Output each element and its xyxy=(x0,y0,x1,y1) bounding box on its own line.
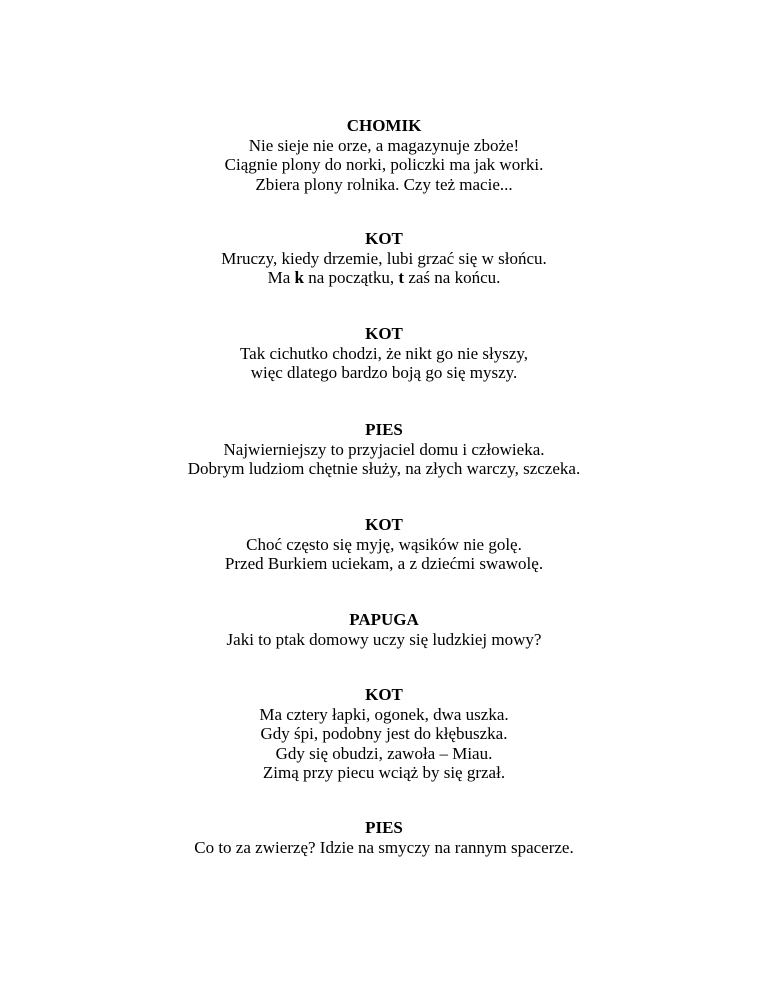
riddle-answer: KOT xyxy=(365,229,403,248)
riddle-line: Gdy śpi, podobny jest do kłębuszka. xyxy=(260,724,508,743)
riddle-line: Mruczy, kiedy drzemie, lubi grzać się w słońcu. xyxy=(221,248,547,268)
riddle-line: Zimą przy piecu wciąż by się grzał. xyxy=(262,763,506,782)
riddle-answer: PIES xyxy=(365,818,403,837)
riddle-line: Przed Burkiem uciekam, a z dziećmi swawolę. xyxy=(224,554,544,573)
riddle-line: Tak cichutko chodzi, że nikt go nie słyszy, xyxy=(239,343,529,363)
riddle-line: Najwierniejszy to przyjaciel domu i człowieka. xyxy=(223,439,545,459)
riddle-chomik xyxy=(0,116,768,194)
riddle-line-rich xyxy=(0,268,768,288)
riddle-line: Ma cztery łapki, ogonek, dwa uszka. xyxy=(259,704,509,724)
riddle-answer: KOT xyxy=(365,685,403,704)
bold-letter: k xyxy=(294,268,304,287)
text-segment: zaś na końcu. xyxy=(404,268,501,287)
riddle-line: Gdy się obudzi, zawoła – Miau. xyxy=(275,743,493,763)
riddle-line: Choć często się myję, wąsików nie golę. xyxy=(246,534,522,554)
riddle-line: Ciągnie plony do norki, policzki ma jak worki. xyxy=(224,155,544,174)
riddle-answer: KOT xyxy=(365,324,403,343)
riddle-line: Jaki to ptak domowy uczy się ludzkiej mowy? xyxy=(226,629,542,649)
riddle-pies-2 xyxy=(0,818,768,857)
riddle-kot-1 xyxy=(0,229,768,288)
bold-letter: t xyxy=(398,268,405,287)
riddle-pies-1 xyxy=(0,420,768,479)
riddle-kot-4 xyxy=(0,685,768,783)
riddle-line: Dobrym ludziom chętnie służy, na złych warczy, szczeka. xyxy=(187,459,581,478)
riddle-line: Nie sieje nie orze, a magazynuje zboże! xyxy=(248,135,520,155)
riddle-answer: PIES xyxy=(365,420,403,439)
riddle-line: Zbiera plony rolnika. Czy też macie... xyxy=(255,174,513,194)
text-segment: na początku, xyxy=(304,268,399,287)
riddle-answer: KOT xyxy=(365,515,403,534)
text-segment: Ma xyxy=(267,268,295,287)
riddle-kot-2 xyxy=(0,324,768,383)
riddle-answer: CHOMIK xyxy=(346,116,422,135)
riddle-line: Co to za zwierzę? Idzie na smyczy na rannym spacerze. xyxy=(194,837,574,857)
riddle-papuga xyxy=(0,610,768,649)
riddle-kot-3 xyxy=(0,515,768,574)
riddle-line: więc dlatego bardzo boją go się myszy. xyxy=(250,363,518,382)
riddle-answer: PAPUGA xyxy=(349,610,419,629)
